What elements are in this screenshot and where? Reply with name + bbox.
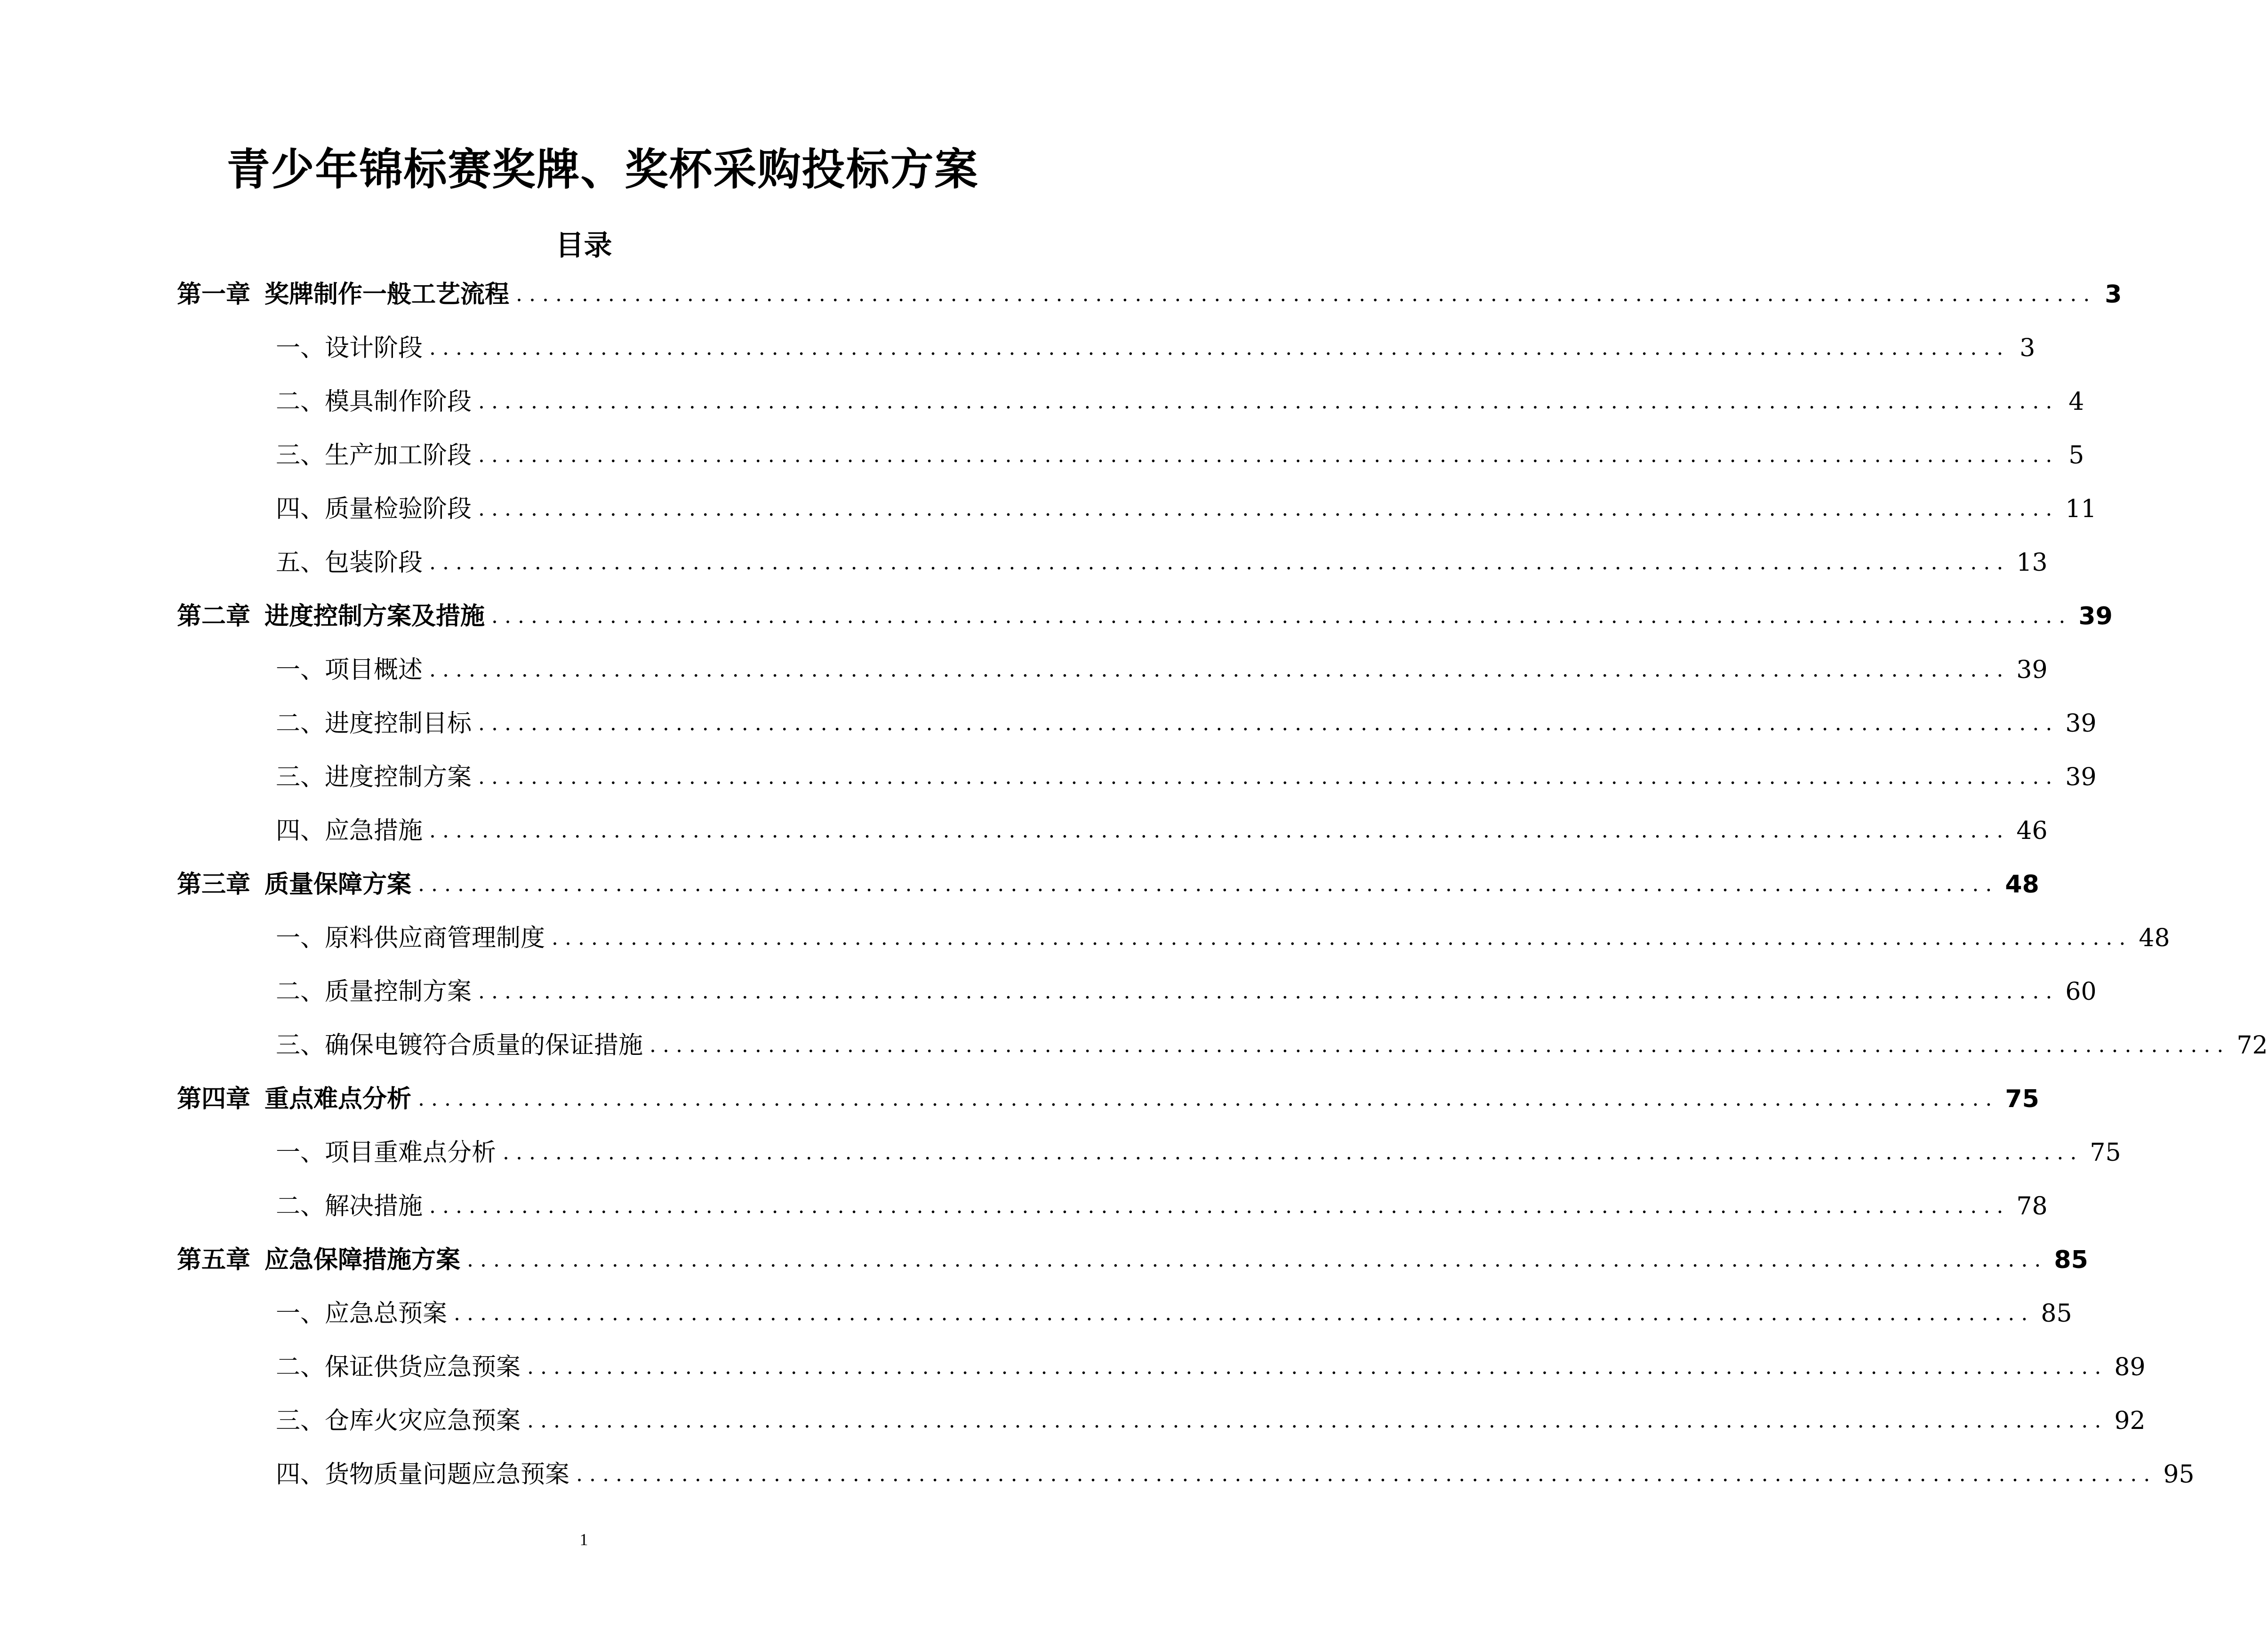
- toc-entry-title: 奖牌制作一般工艺流程: [264, 280, 510, 309]
- toc-dot-leader: ........................................................................................................................: [467, 1248, 2048, 1272]
- toc-entry-page: 13: [2016, 549, 2048, 577]
- toc-entry-section[interactable]: [177, 641, 2048, 694]
- toc-entry-page: 4: [2068, 388, 2084, 416]
- toc-entry-number: 一、: [276, 1300, 325, 1328]
- toc-dot-leader: ........................................................................................................................: [552, 926, 2132, 950]
- toc-entry-title: 模具制作阶段: [325, 388, 472, 416]
- toc-dot-leader: ........................................................................................................................: [418, 872, 1999, 896]
- toc-dot-leader: ........................................................................................................................: [429, 819, 2010, 843]
- toc-entry-section[interactable]: [177, 748, 2097, 802]
- document-title: 青少年锦标赛奖牌、奖杯采购投标方案: [226, 144, 979, 195]
- toc-entry-number: 一、: [276, 656, 325, 684]
- toc-entry-section[interactable]: [177, 480, 2097, 534]
- toc-heading: 目录: [555, 229, 612, 262]
- toc-entry-number: 二、: [276, 978, 325, 1006]
- toc-entry-title: 生产加工阶段: [325, 441, 472, 470]
- toc-entry-number: 一、: [276, 924, 325, 952]
- toc-entry-title: 解决措施: [325, 1192, 423, 1220]
- toc-entry-section[interactable]: [177, 1445, 2195, 1499]
- toc-entry-number: 第三章: [177, 870, 251, 899]
- toc-entry-section[interactable]: [177, 319, 2036, 373]
- toc-entry-page: 95: [2163, 1460, 2195, 1489]
- toc-entry-section[interactable]: [177, 1177, 2048, 1231]
- toc-entry-number: 三、: [276, 763, 325, 791]
- toc-entry-page: 85: [2054, 1246, 2088, 1274]
- toc-entry-chapter-3[interactable]: [177, 855, 2039, 909]
- toc-dot-leader: ........................................................................................................................: [478, 765, 2059, 789]
- toc-entry-section[interactable]: [177, 694, 2097, 748]
- toc-entry-page: 39: [2078, 602, 2113, 630]
- toc-entry-number: 三、: [276, 1031, 325, 1060]
- toc-entry-title: 进度控制方案及措施: [264, 602, 485, 630]
- toc-entry-page: 92: [2114, 1407, 2146, 1435]
- toc-entry-section[interactable]: [177, 1392, 2146, 1445]
- toc-dot-leader: ........................................................................................................................: [478, 390, 2059, 414]
- toc-entry-page: 11: [2065, 495, 2097, 523]
- toc-entry-title: 质量检验阶段: [325, 495, 472, 523]
- toc-entry-section[interactable]: [177, 802, 2048, 855]
- toc-entry-page: 75: [2005, 1085, 2039, 1113]
- toc-entry-page: 48: [2005, 870, 2039, 899]
- table-of-contents: [177, 265, 2268, 1499]
- toc-entry-title: 质量保障方案: [264, 870, 412, 899]
- toc-entry-number: 第一章: [177, 280, 251, 309]
- toc-dot-leader: ........................................................................................................................: [454, 1301, 2035, 1325]
- toc-entry-title: 仓库火灾应急预案: [325, 1407, 521, 1435]
- toc-dot-leader: ........................................................................................................................: [516, 282, 2097, 306]
- toc-entry-title: 设计阶段: [325, 334, 423, 362]
- toc-entry-number: 第四章: [177, 1085, 251, 1113]
- toc-entry-title: 进度控制目标: [325, 710, 472, 738]
- toc-entry-title: 应急措施: [325, 817, 423, 845]
- page-number: 1: [579, 1530, 588, 1549]
- toc-dot-leader: ........................................................................................................................: [478, 443, 2059, 467]
- toc-entry-title: 货物质量问题应急预案: [325, 1460, 570, 1489]
- toc-dot-leader: ........................................................................................................................: [478, 497, 2059, 521]
- toc-entry-number: 五、: [276, 549, 325, 577]
- toc-entry-page: 85: [2041, 1300, 2072, 1328]
- toc-entry-page: 72: [2236, 1031, 2268, 1060]
- toc-entry-title: 包装阶段: [325, 549, 423, 577]
- toc-entry-page: 3: [2105, 280, 2122, 309]
- toc-entry-page: 3: [2020, 334, 2036, 362]
- toc-dot-leader: ........................................................................................................................: [429, 658, 2010, 682]
- toc-entry-number: 二、: [276, 388, 325, 416]
- toc-entry-page: 5: [2068, 441, 2084, 470]
- toc-entry-section[interactable]: [177, 534, 2048, 587]
- toc-entry-section[interactable]: [177, 909, 2170, 963]
- toc-entry-number: 三、: [276, 441, 325, 470]
- toc-entry-number: 一、: [276, 334, 325, 362]
- toc-dot-leader: ........................................................................................................................: [418, 1087, 1999, 1111]
- toc-entry-section[interactable]: [177, 1284, 2072, 1338]
- toc-entry-number: 四、: [276, 817, 325, 845]
- toc-entry-number: 四、: [276, 1460, 325, 1489]
- toc-entry-title: 重点难点分析: [264, 1085, 412, 1113]
- toc-entry-number: 二、: [276, 710, 325, 738]
- toc-entry-section[interactable]: [177, 1016, 2268, 1070]
- toc-entry-number: 四、: [276, 495, 325, 523]
- toc-dot-leader: ........................................................................................................................: [478, 980, 2059, 1004]
- toc-entry-chapter-5[interactable]: [177, 1231, 2088, 1284]
- toc-entry-number: 一、: [276, 1139, 325, 1167]
- toc-entry-page: 89: [2114, 1353, 2146, 1381]
- toc-entry-chapter-4[interactable]: [177, 1070, 2039, 1124]
- toc-dot-leader: ........................................................................................................................: [576, 1462, 2157, 1486]
- toc-dot-leader: ........................................................................................................................: [491, 604, 2072, 628]
- toc-entry-section[interactable]: [177, 1124, 2121, 1177]
- toc-entry-number: 三、: [276, 1407, 325, 1435]
- toc-entry-page: 75: [2090, 1139, 2121, 1167]
- toc-entry-number: 第二章: [177, 602, 251, 630]
- toc-entry-section[interactable]: [177, 963, 2097, 1016]
- toc-entry-number: 第五章: [177, 1246, 251, 1274]
- toc-entry-number: 二、: [276, 1192, 325, 1220]
- toc-entry-page: 48: [2139, 924, 2170, 952]
- toc-entry-page: 39: [2016, 656, 2048, 684]
- toc-entry-title: 项目重难点分析: [325, 1139, 497, 1167]
- toc-entry-page: 60: [2065, 978, 2097, 1006]
- toc-entry-chapter-2[interactable]: [177, 587, 2113, 641]
- toc-entry-title: 质量控制方案: [325, 978, 472, 1006]
- toc-entry-section[interactable]: [177, 426, 2084, 480]
- toc-dot-leader: ........................................................................................................................: [527, 1355, 2108, 1379]
- toc-entry-page: 46: [2016, 817, 2048, 845]
- toc-dot-leader: ........................................................................................................................: [649, 1033, 2230, 1057]
- toc-entry-section[interactable]: [177, 1338, 2146, 1392]
- toc-entry-chapter-1[interactable]: [177, 265, 2122, 319]
- toc-dot-leader: ........................................................................................................................: [429, 1194, 2010, 1218]
- toc-dot-leader: ........................................................................................................................: [429, 336, 2010, 360]
- toc-entry-number: 二、: [276, 1353, 325, 1381]
- toc-dot-leader: ........................................................................................................................: [429, 550, 2010, 574]
- toc-entry-page: 39: [2065, 710, 2097, 738]
- toc-dot-leader: ........................................................................................................................: [527, 1409, 2108, 1433]
- toc-entry-title: 进度控制方案: [325, 763, 472, 791]
- toc-entry-section[interactable]: [177, 373, 2084, 426]
- toc-entry-title: 保证供货应急预案: [325, 1353, 521, 1381]
- toc-entry-title: 项目概述: [325, 656, 423, 684]
- toc-entry-title: 应急总预案: [325, 1300, 448, 1328]
- toc-entry-title: 确保电镀符合质量的保证措施: [325, 1031, 643, 1060]
- toc-dot-leader: ........................................................................................................................: [478, 711, 2059, 735]
- toc-entry-title: 原料供应商管理制度: [325, 924, 545, 952]
- toc-entry-page: 39: [2065, 763, 2097, 791]
- toc-dot-leader: ........................................................................................................................: [503, 1141, 2084, 1164]
- toc-entry-title: 应急保障措施方案: [264, 1246, 461, 1274]
- toc-entry-page: 78: [2016, 1192, 2048, 1220]
